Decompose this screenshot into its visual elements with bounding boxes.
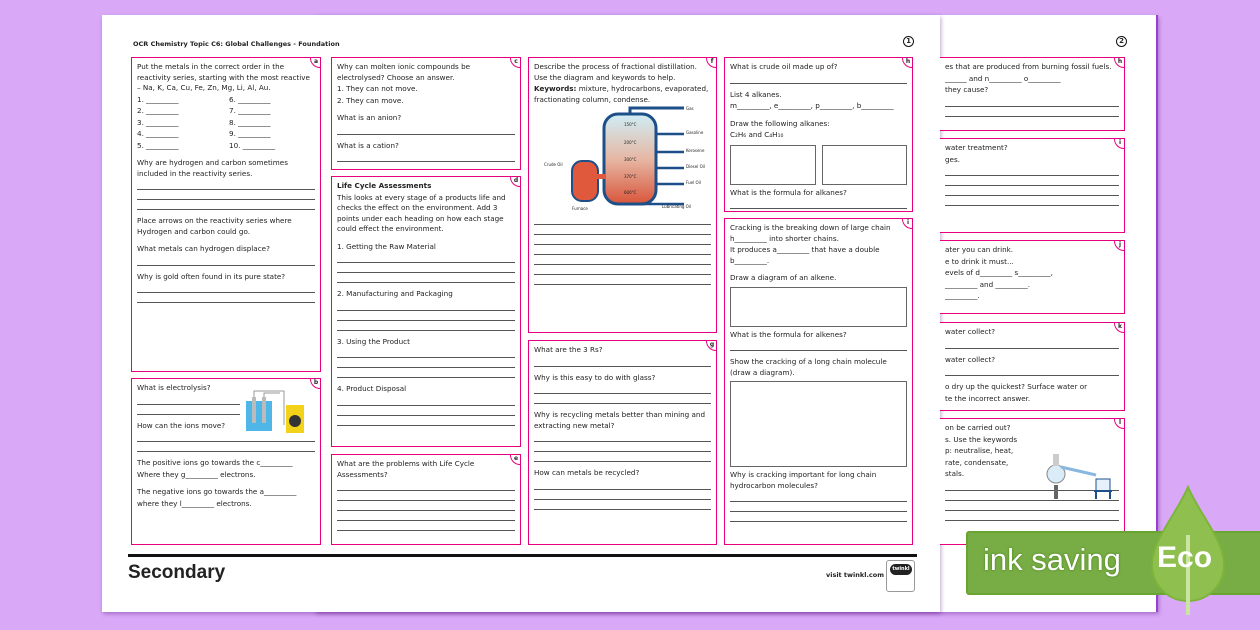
answer-line[interactable] bbox=[337, 321, 515, 331]
question-letter-tag: k bbox=[1114, 322, 1125, 333]
answer-line[interactable] bbox=[534, 225, 711, 235]
svg-text:Kerosene: Kerosene bbox=[686, 148, 705, 153]
question-box-h bbox=[724, 57, 913, 212]
question-letter-tag: d bbox=[510, 176, 521, 187]
question-text: What is the formula for alkanes? bbox=[730, 187, 847, 197]
answer-line[interactable] bbox=[534, 215, 711, 225]
answer-line[interactable] bbox=[945, 107, 1119, 117]
question-text: Draw the following alkanes: bbox=[730, 118, 830, 128]
svg-text:Gas: Gas bbox=[686, 106, 694, 111]
answer-line[interactable] bbox=[945, 176, 1119, 186]
numbered-answer-blank[interactable]: 8. _________ bbox=[229, 117, 271, 127]
question-text: ______ and n_________ o_________ bbox=[945, 73, 1061, 83]
question-text: Put the metals in the correct order in the reactivity series, starting with the most reactive – Na, K, Ca, Cu, Fe, Zn, Mg, Li, Al, Au. bbox=[137, 62, 310, 92]
numbered-answer-blank[interactable]: 7. _________ bbox=[229, 106, 271, 115]
svg-text:150°C: 150°C bbox=[624, 122, 637, 127]
fractional-distillation-diagram bbox=[534, 106, 711, 215]
svg-text:200°C: 200°C bbox=[624, 140, 637, 145]
question-text: o dry up the quickest? Surface water or bbox=[945, 382, 1088, 391]
answer-line[interactable] bbox=[337, 348, 515, 358]
question-text: The negative ions go towards the a_________ bbox=[137, 487, 297, 496]
answer-line[interactable] bbox=[337, 368, 515, 378]
svg-text:300°C: 300°C bbox=[624, 157, 637, 162]
electrolysis-apparatus-image bbox=[244, 387, 314, 437]
question-letter-tag: i bbox=[1114, 138, 1125, 149]
answer-line[interactable] bbox=[337, 481, 515, 491]
question-text: Why is cracking important for long chain hydrocarbon molecules? bbox=[730, 470, 877, 490]
answer-line[interactable] bbox=[137, 293, 315, 303]
answer-line[interactable] bbox=[337, 125, 515, 135]
question-box-p2l bbox=[940, 418, 1125, 545]
answer-line[interactable] bbox=[337, 253, 515, 263]
question-text: Show the cracking of a long chain molecule (draw a diagram). bbox=[730, 357, 887, 377]
answer-line[interactable] bbox=[945, 501, 1119, 511]
question-letter-tag: g bbox=[706, 340, 717, 351]
answer-line[interactable] bbox=[945, 97, 1119, 107]
answer-line[interactable] bbox=[534, 275, 711, 285]
question-box-c bbox=[331, 57, 521, 170]
page-number-2: 2 bbox=[1116, 36, 1127, 47]
answer-line[interactable] bbox=[337, 152, 515, 162]
page-number-1: 1 bbox=[903, 36, 914, 47]
question-box-p2i bbox=[940, 138, 1125, 233]
numbered-answer-blank[interactable]: 3. _________ bbox=[137, 117, 179, 127]
answer-line[interactable] bbox=[534, 235, 711, 245]
question-text: Cracking is the breaking down of large chain h_________ into shorter chains. bbox=[730, 223, 891, 243]
question-box-d bbox=[331, 176, 521, 447]
question-text: How can the ions move? bbox=[137, 420, 226, 430]
question-text: rate, condensate, bbox=[945, 457, 1009, 467]
question-text: where they l_________ electrons. bbox=[137, 498, 252, 508]
answer-line[interactable] bbox=[137, 200, 315, 210]
question-box-p2j bbox=[940, 240, 1125, 314]
twinkl-logo bbox=[886, 560, 915, 592]
answer-line[interactable] bbox=[337, 491, 515, 501]
question-text: 3. Using the Product bbox=[337, 336, 410, 346]
question-text: ater you can drink. bbox=[945, 245, 1014, 254]
answer-line[interactable] bbox=[730, 199, 907, 209]
keywords-list: mixture, hydrocarbons, evaporated, fractionating column, condense. bbox=[534, 84, 709, 104]
reactivity-answer-grid bbox=[137, 95, 315, 153]
question-text: What is electrolysis? bbox=[137, 383, 211, 392]
answer-line[interactable] bbox=[137, 190, 315, 200]
question-text: water collect? bbox=[945, 354, 996, 364]
question-letter-tag: l bbox=[1114, 418, 1125, 429]
answer-line[interactable] bbox=[137, 283, 315, 293]
question-box-b bbox=[131, 378, 321, 545]
answer-line[interactable] bbox=[730, 341, 907, 351]
answer-line[interactable] bbox=[534, 384, 711, 394]
question-text: 2. They can move. bbox=[337, 95, 404, 105]
question-box-p2h bbox=[940, 57, 1125, 131]
question-text: 1. They can not move. bbox=[337, 84, 418, 93]
question-text: Why can molten ionic compounds be electrolysed? Choose an answer. bbox=[337, 62, 471, 82]
answer-line[interactable] bbox=[337, 301, 515, 311]
drawing-box[interactable] bbox=[822, 145, 908, 185]
question-text: It produces a_________ that have a double b_________. bbox=[730, 245, 880, 265]
svg-text:Gasoline: Gasoline bbox=[686, 130, 704, 135]
answer-line[interactable] bbox=[137, 180, 315, 190]
answer-line[interactable] bbox=[337, 311, 515, 321]
answer-line[interactable] bbox=[534, 394, 711, 404]
question-text: What is an anion? bbox=[337, 113, 402, 122]
question-text: Why are hydrogen and carbon sometimes included in the reactivity series. bbox=[137, 158, 288, 178]
answer-line[interactable] bbox=[534, 255, 711, 265]
question-text: The positive ions go towards the c_________ bbox=[137, 458, 293, 467]
svg-text:Diesel Oil: Diesel Oil bbox=[686, 164, 705, 169]
distillation-apparatus-image bbox=[1036, 449, 1116, 499]
question-text: _________. bbox=[945, 291, 980, 300]
question-letter-tag: f bbox=[706, 57, 717, 68]
question-text: water treatment? bbox=[945, 143, 1008, 152]
question-letter-tag: b bbox=[310, 378, 321, 389]
numbered-answer-blank[interactable]: 4. _________ bbox=[137, 129, 179, 138]
svg-text:600°C: 600°C bbox=[624, 190, 637, 195]
drawing-box[interactable] bbox=[730, 287, 907, 327]
question-text: p: neutralise, heat, bbox=[945, 446, 1014, 455]
answer-line[interactable] bbox=[337, 263, 515, 273]
numbered-answer-blank[interactable]: 1. _________ bbox=[137, 94, 179, 104]
answer-line[interactable] bbox=[534, 245, 711, 255]
answer-line[interactable] bbox=[534, 265, 711, 275]
numbered-answer-blank[interactable]: 9. _________ bbox=[229, 129, 271, 138]
question-text: s. Use the keywords bbox=[945, 434, 1018, 444]
question-text: on be carried out? bbox=[945, 423, 1011, 432]
question-text: What are the 3 Rs? bbox=[534, 345, 603, 354]
drawing-box[interactable] bbox=[730, 381, 907, 467]
question-text: te the incorrect answer. bbox=[945, 393, 1031, 403]
svg-text:Crude Oil: Crude Oil bbox=[544, 162, 563, 167]
answer-line[interactable] bbox=[945, 186, 1119, 196]
answer-line[interactable] bbox=[137, 442, 315, 452]
answer-line[interactable] bbox=[945, 511, 1119, 521]
answer-line[interactable] bbox=[137, 405, 240, 415]
keywords-label: Keywords: bbox=[534, 84, 577, 93]
footer-link[interactable]: visit twinkl.com bbox=[826, 571, 885, 579]
question-letter-tag: a bbox=[310, 57, 321, 68]
question-text: What metals can hydrogen displace? bbox=[137, 244, 270, 253]
answer-line[interactable] bbox=[945, 166, 1119, 176]
document-title: OCR Chemistry Topic C6: Global Challenges - Foundation bbox=[133, 40, 340, 48]
svg-text:370°C: 370°C bbox=[624, 174, 637, 179]
answer-line[interactable] bbox=[945, 366, 1119, 376]
question-text: e to drink it must... bbox=[945, 256, 1014, 266]
answer-line[interactable] bbox=[945, 339, 1119, 349]
question-box-i bbox=[724, 218, 913, 545]
numbered-answer-blank[interactable]: 6. _________ bbox=[229, 94, 271, 104]
answer-line[interactable] bbox=[137, 395, 240, 405]
answer-line[interactable] bbox=[337, 273, 515, 283]
question-text: Why is gold often found in its pure state? bbox=[137, 271, 286, 281]
keywords-text bbox=[534, 84, 711, 105]
question-text: _________ and _________. bbox=[945, 279, 1031, 289]
eco-label: Eco bbox=[1157, 541, 1213, 574]
answer-line[interactable] bbox=[534, 357, 711, 367]
numbered-answer-blank[interactable]: 5. _________ bbox=[137, 140, 179, 150]
question-box-a bbox=[131, 57, 321, 372]
question-text: m_________, e_________, p_________, b_________ bbox=[730, 101, 894, 110]
question-text: Where they g_________ electrons. bbox=[137, 469, 256, 479]
question-text: evels of d_________ s_________, bbox=[945, 268, 1053, 277]
question-text: ges. bbox=[945, 154, 961, 164]
question-text: they cause? bbox=[945, 85, 989, 94]
svg-text:Furnace: Furnace bbox=[572, 206, 588, 211]
question-box-g bbox=[528, 340, 717, 545]
question-letter-tag: e bbox=[510, 454, 521, 465]
answer-line[interactable] bbox=[534, 432, 711, 442]
question-text: Place arrows on the reactivity series where Hydrogen and carbon could go. bbox=[137, 216, 292, 236]
question-text: water collect? bbox=[945, 327, 996, 336]
question-text: What is a cation? bbox=[337, 140, 399, 150]
question-letter-tag: h bbox=[902, 57, 913, 68]
answer-line[interactable] bbox=[945, 196, 1119, 206]
answer-line[interactable] bbox=[337, 501, 515, 511]
answer-line[interactable] bbox=[534, 500, 711, 510]
question-letter-tag: j bbox=[1114, 240, 1125, 251]
question-text: Why is this easy to do with glass? bbox=[534, 372, 656, 382]
question-box-e bbox=[331, 454, 521, 545]
answer-line[interactable] bbox=[730, 492, 907, 502]
svg-text:Fuel Oil: Fuel Oil bbox=[686, 180, 701, 185]
question-text: What are the problems with Life Cycle Assessments? bbox=[337, 459, 475, 479]
question-letter-tag: c bbox=[510, 57, 521, 68]
section-heading: Life Cycle Assessments bbox=[337, 181, 432, 190]
ink-saving-label: ink saving bbox=[983, 542, 1121, 577]
question-text: What is the formula for alkenes? bbox=[730, 329, 847, 339]
question-text: 1. Getting the Raw Material bbox=[337, 241, 436, 251]
answer-line[interactable] bbox=[730, 502, 907, 512]
answer-line[interactable] bbox=[534, 442, 711, 452]
answer-line[interactable] bbox=[337, 358, 515, 368]
numbered-answer-blank[interactable]: 2. _________ bbox=[137, 106, 179, 115]
answer-line[interactable] bbox=[337, 416, 515, 426]
answer-line[interactable] bbox=[730, 512, 907, 522]
question-text: stals. bbox=[945, 469, 964, 478]
question-letter-tag: h bbox=[1114, 57, 1125, 68]
question-text: Why is recycling metals better than mining and extracting new metal? bbox=[534, 410, 706, 430]
question-box-p2k bbox=[940, 322, 1125, 411]
footer-divider bbox=[128, 554, 917, 557]
answer-line[interactable] bbox=[730, 74, 907, 84]
numbered-answer-blank[interactable]: 10. _________ bbox=[229, 140, 276, 150]
question-text: This looks at every stage of a products life and checks the effect on the environment. Add 3 points under each heading on how each stage could effect the environment. bbox=[337, 192, 506, 233]
question-text: 4. Product Disposal bbox=[337, 384, 407, 393]
drawing-boxes bbox=[730, 142, 907, 188]
question-text: How can metals be recycled? bbox=[534, 468, 640, 477]
question-text: Describe the process of fractional distillation. Use the diagram and keywords to help. bbox=[534, 62, 697, 82]
answer-line[interactable] bbox=[337, 406, 515, 416]
footer-brand: Secondary bbox=[128, 562, 226, 583]
svg-text:Lubricating Oil: Lubricating Oil bbox=[662, 204, 692, 209]
answer-line[interactable] bbox=[137, 256, 315, 266]
question-letter-tag: i bbox=[902, 218, 913, 229]
answer-line[interactable] bbox=[534, 490, 711, 500]
question-box-f bbox=[528, 57, 717, 333]
drawing-box[interactable] bbox=[730, 145, 816, 185]
question-text: 2. Manufacturing and Packaging bbox=[337, 289, 453, 298]
question-text: C₂H₆ and C₄H₁₀ bbox=[730, 130, 784, 139]
answer-line[interactable] bbox=[337, 396, 515, 406]
question-text: Draw a diagram of an alkene. bbox=[730, 273, 837, 282]
logo-text: twinkl bbox=[890, 564, 912, 575]
answer-line[interactable] bbox=[534, 480, 711, 490]
question-text: What is crude oil made up of? bbox=[730, 62, 838, 71]
answer-line[interactable] bbox=[337, 521, 515, 531]
question-text: es that are produced from burning fossil fuels. bbox=[945, 62, 1112, 71]
answer-line[interactable] bbox=[534, 452, 711, 462]
answer-line[interactable] bbox=[337, 511, 515, 521]
question-text: List 4 alkanes. bbox=[730, 89, 782, 99]
